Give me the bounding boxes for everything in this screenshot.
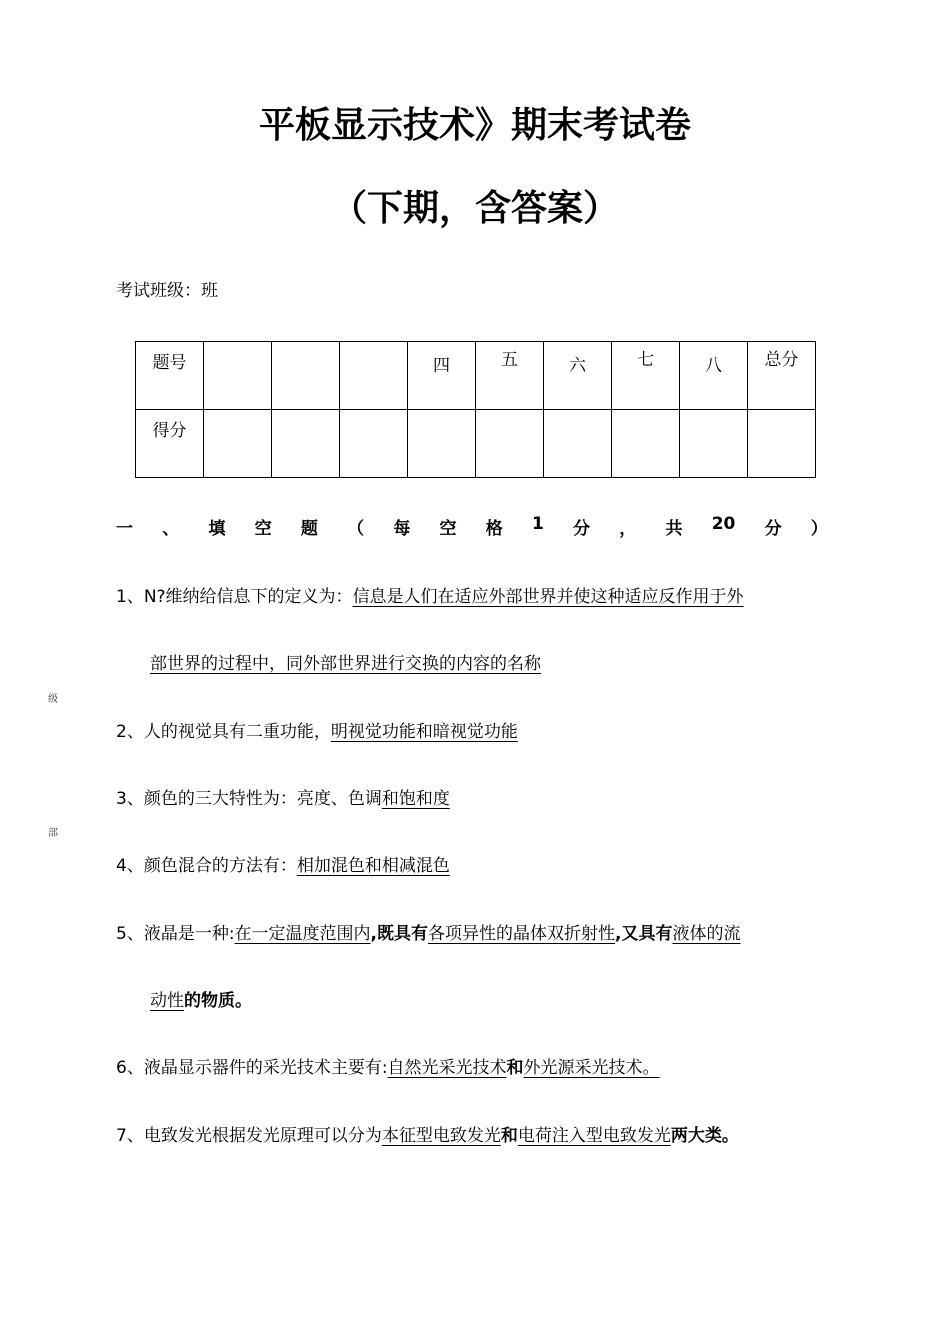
table-cell [340, 342, 408, 410]
side-label: 部 [48, 828, 58, 839]
question-5-continued [150, 986, 252, 1011]
table-cell: 六 [544, 342, 612, 410]
question-1 [116, 582, 744, 607]
table-cell [340, 410, 408, 478]
question-text: 两大类。 [670, 1126, 739, 1146]
section-heading-char: 1 [531, 514, 544, 534]
question-text: 和 [506, 1058, 524, 1078]
table-cell: 五 [476, 342, 544, 410]
answer-text: 液体的流 [672, 924, 741, 944]
answer-text: 明视觉功能和暗视觉功能 [330, 722, 518, 742]
question-text: 2、人的视觉具有二重功能， [116, 722, 331, 742]
table-cell [680, 410, 748, 478]
score-table [135, 341, 816, 478]
question-text: 的物质。 [184, 991, 252, 1011]
answer-text: 动性 [150, 991, 184, 1011]
question-5 [116, 919, 740, 944]
answer-text: 各项异性的晶体双折射性 [428, 924, 616, 944]
score-table-header-row [136, 342, 816, 410]
question-text: 1、N?维纳给信息下的定义为： [116, 587, 353, 607]
section-heading-char: 一 [116, 519, 133, 539]
question-text: 3、颜色的三大特性为：亮度、色调 [116, 789, 382, 809]
section-heading-char: 填 [208, 519, 226, 539]
answer-text: 相加混色和相减混色 [296, 856, 450, 876]
table-cell [272, 410, 340, 478]
question-4 [116, 851, 450, 876]
section-heading-char: 、 [162, 519, 180, 539]
question-text: 6、液晶显示器件的采光技术主要有: [116, 1058, 388, 1078]
section-heading-char: 空 [254, 519, 272, 539]
question-text: 5、液晶是一种: [116, 924, 235, 944]
question-3 [116, 784, 450, 809]
section-heading-char: 20 [711, 514, 736, 534]
section-heading-char: ） [810, 519, 828, 539]
section-heading-char: 格 [485, 519, 503, 539]
table-cell [272, 342, 340, 410]
answer-text: 部世界的过程中，同外部世界进行交换的内容的名称 [150, 654, 541, 674]
table-cell: 四 [408, 342, 476, 410]
question-2 [116, 717, 518, 742]
table-cell: 七 [612, 342, 680, 410]
answer-text: 信息是人们在适应外部世界并使这种适应反作用于外 [352, 587, 744, 607]
answer-text: 在一定温度范围内 [234, 924, 371, 944]
exam-title: 平板显示技术》期末考试卷 [258, 105, 691, 146]
side-label: 级 [48, 694, 58, 705]
table-cell [544, 410, 612, 478]
section-heading-char: （ [347, 519, 365, 539]
question-text: ,又具有 [615, 924, 673, 944]
exam-class-label: 考试班级：班 [116, 281, 218, 301]
section-heading-char: 分 [573, 519, 591, 539]
section-heading-char: 分 [764, 519, 782, 539]
score-table-score-row [136, 410, 816, 478]
question-text: 7、电致发光根据发光原理可以分为 [116, 1126, 382, 1146]
question-1-continued [150, 649, 541, 674]
table-cell [408, 410, 476, 478]
answer-text: 电荷注入型电致发光 [517, 1126, 671, 1146]
table-cell: 总分 [748, 342, 816, 410]
section-heading-char: 每 [393, 519, 411, 539]
section-one-heading [116, 514, 828, 539]
table-cell [748, 410, 816, 478]
section-heading-char: 共 [665, 519, 683, 539]
answer-text: 本征型电致发光 [381, 1126, 501, 1146]
answer-text: 自然光采光技术 [387, 1058, 507, 1078]
table-cell [612, 410, 680, 478]
section-heading-char: ， [619, 519, 637, 539]
table-cell: 题号 [136, 342, 204, 410]
table-cell [476, 410, 544, 478]
table-cell: 得分 [136, 410, 204, 478]
exam-subtitle: （下期，含答案） [330, 188, 619, 229]
section-heading-char: 题 [300, 519, 318, 539]
question-text: 和 [500, 1126, 518, 1146]
answer-text: 外光源采光技术。 [523, 1058, 660, 1078]
answer-text: 和饱和度 [381, 789, 450, 809]
table-cell [204, 410, 272, 478]
table-cell [204, 342, 272, 410]
question-7 [116, 1121, 739, 1146]
question-6 [116, 1053, 660, 1078]
table-cell: 八 [680, 342, 748, 410]
question-text: ,既具有 [370, 924, 429, 944]
section-heading-char: 空 [439, 519, 457, 539]
question-text: 4、颜色混合的方法有： [116, 856, 297, 876]
